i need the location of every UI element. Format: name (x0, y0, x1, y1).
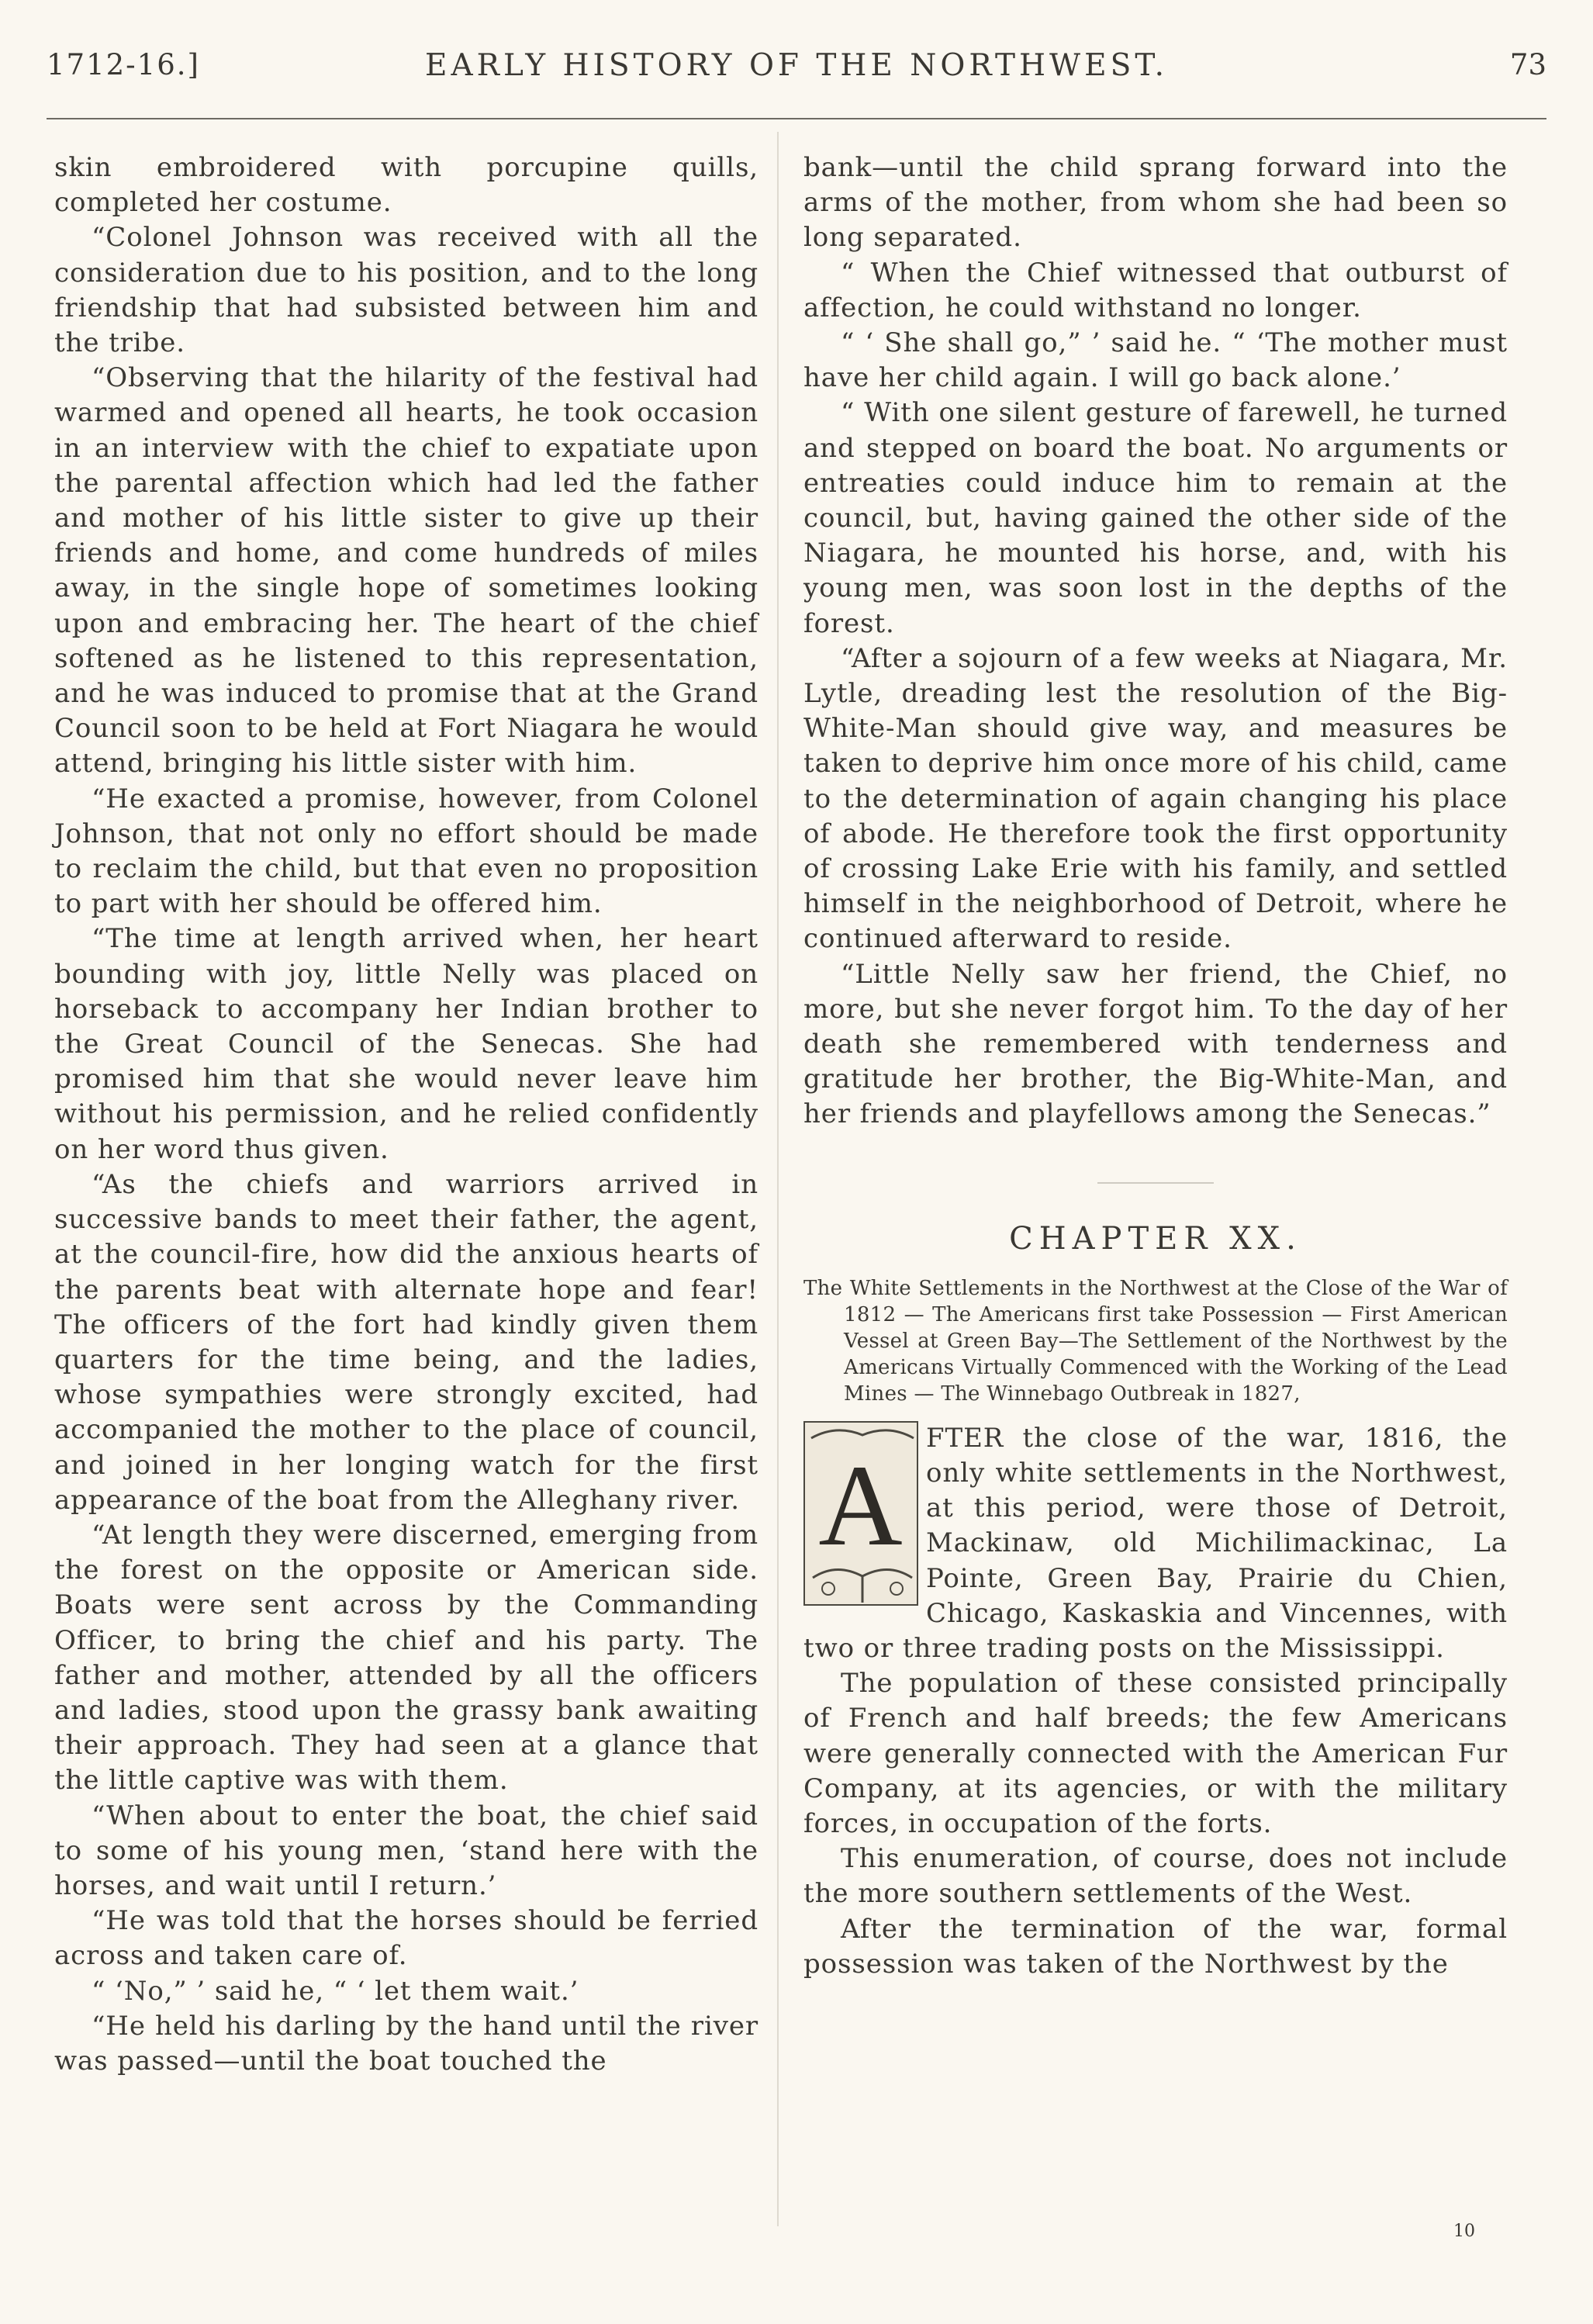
paragraph: This enumeration, of course, does not include the more southern settlements of the West. (803, 1843, 1508, 1910)
chapter-summary: The White Settlements in the Northwest at the Close of the War of 1812 — The Americans first take Possession — First American Vessel at Green Bay—The Settlement of the Northwest by the Americans Virtually Commenced with the Working of the Lead Mines — The Winnebago Outbreak in 1827, (803, 1276, 1508, 1406)
chapter-title: CHAPTER XX. (1009, 1220, 1302, 1257)
drop-cap-letter: A (818, 1440, 904, 1570)
paragraph: “At length they were discerned, emerging from the forest on the opposite or American side. Boats were sent across by the Commanding Officer, to bring the chief and his party. The father and mother, attended by all the officers and ladies, stood upon the grassy bank awaiting their approach. They had seen at a glance that the little captive was with them. (54, 1519, 758, 1797)
paragraph: “ ‘ She shall go,” ’ said he. “ ‘The mother must have her child again. I will go back alone.’ (803, 327, 1508, 394)
paragraph: “He exacted a promise, however, from Colonel Johnson, that not only no effort should be made to reclaim the child, but that even no proposition to part with her should be offered him. (54, 783, 758, 920)
right-column (803, 150, 1508, 1982)
paragraph: “ When the Chief witnessed that outburst of affection, he could withstand no longer. (803, 257, 1508, 323)
section-ornament (1097, 1182, 1214, 1184)
chapter-opening-paragraph (803, 1421, 1508, 1666)
page-number: 73 (1509, 48, 1546, 81)
left-column (54, 150, 758, 2079)
header-date-range: 1712-16.] (47, 48, 200, 81)
paragraph: After the termination of the war, formal possession was taken of the Northwest by the (803, 1913, 1508, 1980)
paragraph: “When about to enter the boat, the chief said to some of his young men, ‘stand here with the horses, and wait until I return.’ (54, 1800, 758, 1901)
header-rule (47, 118, 1546, 119)
paragraph: “ With one silent gesture of farewell, he turned and stepped on board the boat. No arguments or entreaties could induce him to remain at the council, but, having gained the other side of the Niagara, he mounted his horse, and, with his young men, was soon lost in the depths of the forest. (803, 397, 1508, 639)
paragraph: bank—until the child sprang forward into the arms of the mother, from whom she had been so long separated. (803, 152, 1508, 254)
column-divider (777, 132, 779, 2226)
paragraph: skin embroidered with porcupine quills, completed her costume. (54, 152, 758, 219)
decorated-initial (803, 1421, 918, 1606)
paragraph: “As the chiefs and warriors arrived in successive bands to meet their father, the agent, at the council-fire, how did the anxious hearts of the parents beat with alternate hope and fear! The officers of the fort had kindly given them quarters for the time being, and the ladies, whose sympathies were strongly excited, had accompanied the mother to the place of council, and joined in her longing watch for the first appearance of the boat from the Alleghany river. (54, 1168, 758, 1516)
paragraph: “Little Nelly saw her friend, the Chief, no more, but she never forgot him. To the day of her death she remembered with tenderness and gratitude her brother, the Big-White-Man, and her friends and playfellows among the Senecas.” (803, 958, 1508, 1130)
signature-mark: 10 (1453, 2222, 1475, 2241)
paragraph: “Colonel Johnson was received with all the consideration due to his position, and to the long friendship that had subsisted between him and the tribe. (54, 222, 758, 359)
paragraph: “Observing that the hilarity of the festival had warmed and opened all hearts, he took occasion in an interview with the chief to expatiate upon the parental affection which had led the father and mother of his little sister to give up their friends and home, and come hundreds of miles away, in the single hope of sometimes looking upon and embracing her. The heart of the chief softened as he listened to this representation, and he was induced to promise that at the Grand Council soon to be held at Fort Niagara he would attend, bringing his little sister with him. (54, 362, 758, 780)
paragraph: The population of these consisted principally of French and half breeds; the few Americans were generally connected with the American Fur Company, at its agencies, or with the military forces, in occupation of the forts. (803, 1668, 1508, 1839)
paragraph: “He held his darling by the hand until the river was passed—until the boat touched the (54, 2010, 758, 2077)
opening-text: FTER the close of the war, 1816, the only white settlements in the Northwest, at this period, were those of Detroit, Mackinaw, old Michilimackinac, La Pointe, Green Bay, Prairie du Chien, Chicago, Kaskaskia and Vincennes, with two or three trading posts on the Mississippi. (803, 1422, 1508, 1664)
running-header (47, 48, 1546, 102)
paragraph: “After a sojourn of a few weeks at Niagara, Mr. Lytle, dreading lest the resolution of the Big-White-Man should give way, and measures be taken to deprive him once more of his child, came to the determination of again changing his place of abode. He therefore took the first opportunity of crossing Lake Erie with his family, and settled himself in the neighborhood of Detroit, where he continued afterward to reside. (803, 642, 1508, 955)
paragraph: “The time at length arrived when, her heart bounding with joy, little Nelly was placed on horseback to accompany her Indian brother to the Great Council of the Senecas. She had promised him that she would never leave him without his permission, and he relied confidently on her word thus given. (54, 923, 758, 1165)
header-title: EARLY HISTORY OF THE NORTHWEST. (424, 48, 1169, 83)
paragraph: “ ‘No,” ’ said he, “ ‘ let them wait.’ (92, 1975, 579, 2007)
paragraph: “He was told that the horses should be ferried across and taken care of. (54, 1905, 758, 1972)
